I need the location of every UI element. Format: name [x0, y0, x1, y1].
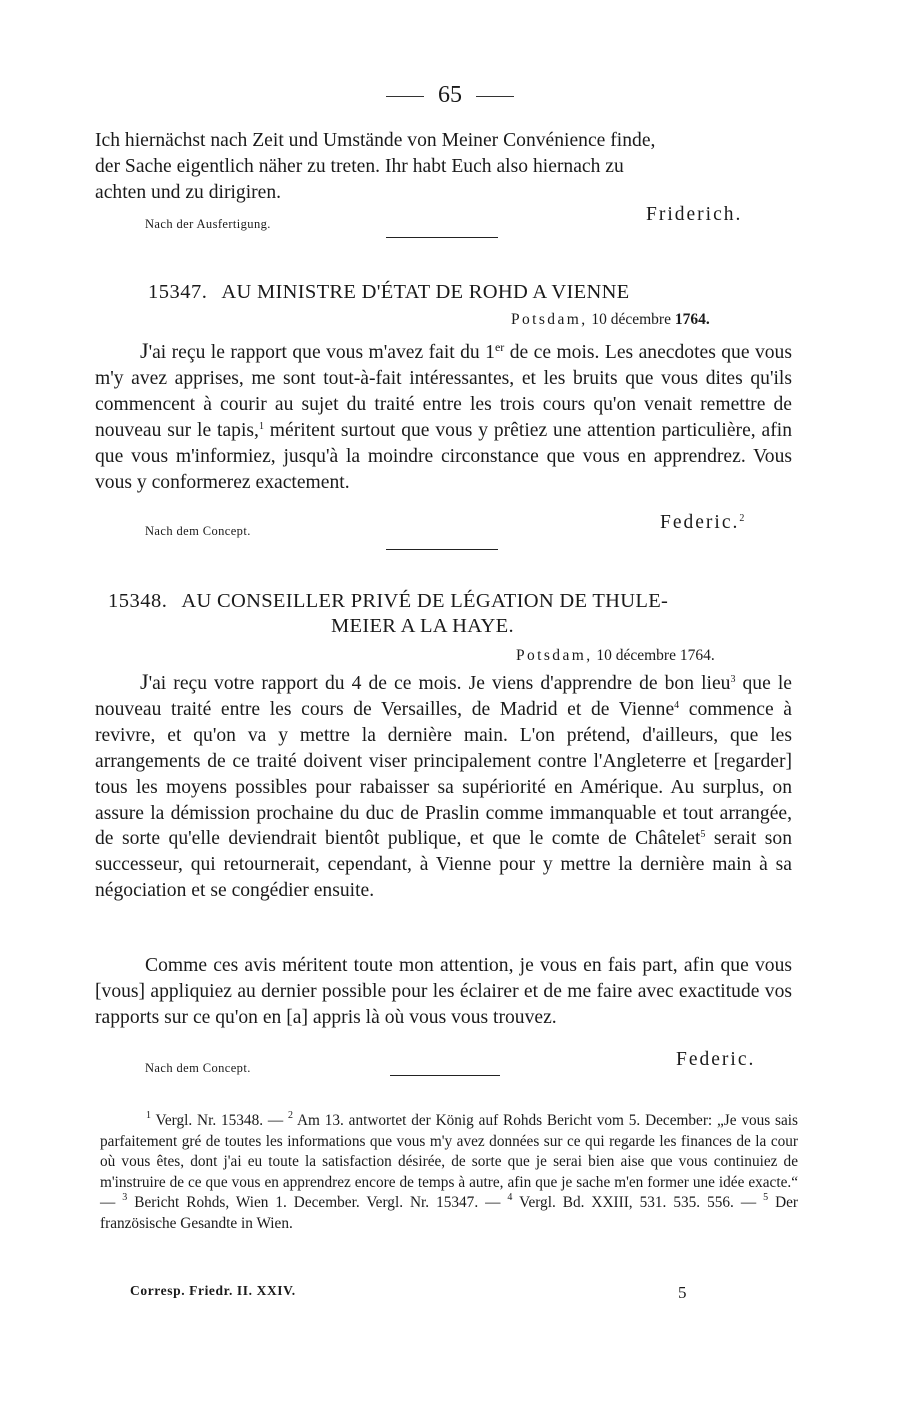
intro-signature: Friderich. [646, 204, 743, 225]
letter-number: 15348. [108, 590, 168, 612]
signature-mark: 5 [678, 1283, 687, 1302]
footnote-number: 4 [507, 1192, 513, 1204]
letter-heading [148, 281, 630, 304]
footnote-number: 2 [287, 1110, 293, 1121]
letter-title-continued: MEIER A LA HAYE. [331, 615, 514, 637]
footnote-ref: 4 [674, 699, 680, 711]
intro-paragraph [95, 128, 792, 206]
letter-place-date: Potsdam, 10 décembre 1764. [511, 311, 710, 328]
intro-source-note: Nach der Ausfertigung. [145, 217, 271, 231]
letter-body: J'ai reçu votre rapport du 4 de ce mois. Je viens d'apprendre de bon lieu$^3$ que le nouveau traité entre les cours de Versailles, de Madrid et de Vienne$^4$ commence à revivre, et qu'on va y mettre la dernière main. L'on prétend, d'ailleurs, que les arrangements de ce traité doivent viser principalement contre l'Angleterre et [regarder] tous les moyens possibles pour rabaisser sa supériorité en Amérique. Au surplus, on assure la démission prochaine du duc de Praslin comme immanquable et tout arrangée, de sorte qu'elle deviendrait bientôt publique, et que le comte de Châtelet$^5$ serait son successeur, qui retournerait, cependant, à Vienne pour y mettre la dernière main à sa négociation et se congédier ensuite. [95, 669, 793, 902]
letter-body: J'ai reçu le rapport que vous m'avez fait du 1er de ce mois. Les anecdotes que vous m'y avez apprises, me sont tout-à-fait intéressantes, et les bruits que vous dites qu'ils commencent à courir au sujet du traité entre les trois cours qu'on venait remettre de nouveau sur le tapis,$^1$ méritent surtout que vous y prêtiez une attention particulière, afin que vous m'informiez, jusqu'à la moindre circonstance que vous en apprendrez. Vous vous y conformerez exactement. [95, 338, 792, 493]
footnote-ref: 5 [700, 829, 706, 841]
separator-rule [386, 237, 498, 238]
separator-rule [386, 549, 498, 550]
page-number: 65 [0, 82, 900, 109]
letter-signature: Federic. [676, 1049, 756, 1070]
letter-signature: Federic.$^2$ [660, 512, 747, 533]
letter-place-date: Potsdam, 10 décembre 1764. [516, 647, 715, 664]
letter-heading [108, 590, 668, 613]
footnote-ref: 2 [739, 513, 747, 524]
letter-source-note: Nach dem Concept. [145, 1061, 251, 1075]
dash-left [386, 96, 424, 97]
running-footer: Corresp. Friedr. II. XXIV. [130, 1283, 296, 1298]
letter-title: AU CONSEILLER PRIVÉ DE LÉGATION DE THULE- [181, 590, 669, 612]
intro-line: der Sache eigentlich näher zu treten. Ihr habt Euch also hiernach zu [95, 155, 624, 177]
letter-title: AU MINISTRE D'ÉTAT DE ROHD A VIENNE [221, 281, 630, 303]
separator-rule [390, 1075, 500, 1076]
intro-line: Ich hiernächst nach Zeit und Umstände von Meiner Convénience finde, [95, 130, 656, 151]
footnote-number: 5 [763, 1192, 769, 1204]
letter-number: 15347. [148, 281, 208, 303]
footnote-ref: 1 [258, 420, 264, 432]
footnote-number: 3 [122, 1192, 128, 1204]
intro-line: achten und zu dirigiren. [95, 181, 282, 203]
letter-source-note: Nach dem Concept. [145, 524, 251, 538]
footnotes: $^1$ Vergl. Nr. 15348. — $^2$ Am 13. antwortet der König auf Rohds Bericht vom 5. December: „Je vous sais parfaitement gré de toutes les informations que vous m'y avez données sur ce qui regarde les finances de la cour où vous êtes, dont j'ai eu toute la satisfaction désirée, de sorte que je serai bien aise que vous continuiez de m'instruire de ce que vous en apprendrez encore de temps à autre, afin que je sache m'en former une idée exacte.“ — $^3$ Bericht Rohds, Wien 1. December. Vergl. Nr. 15347. — $^4$ Vergl. Bd. XXIII, 531. 535. 556. — $^5$ Der französische Gesandte in Wien. [100, 1110, 798, 1232]
letter-body-paragraph-2: Comme ces avis méritent toute mon attention, je vous en fais part, afin que vous [vous] appliquiez au dernier possible pour les éclairer et de me faire avec exactitude vos rapports sur ce qu'on en [a] appris là où vous vous trouvez. [95, 955, 792, 1028]
footnote-ref: 3 [730, 674, 736, 685]
dash-right [476, 96, 514, 97]
footnote-number: 1 [146, 1110, 151, 1121]
